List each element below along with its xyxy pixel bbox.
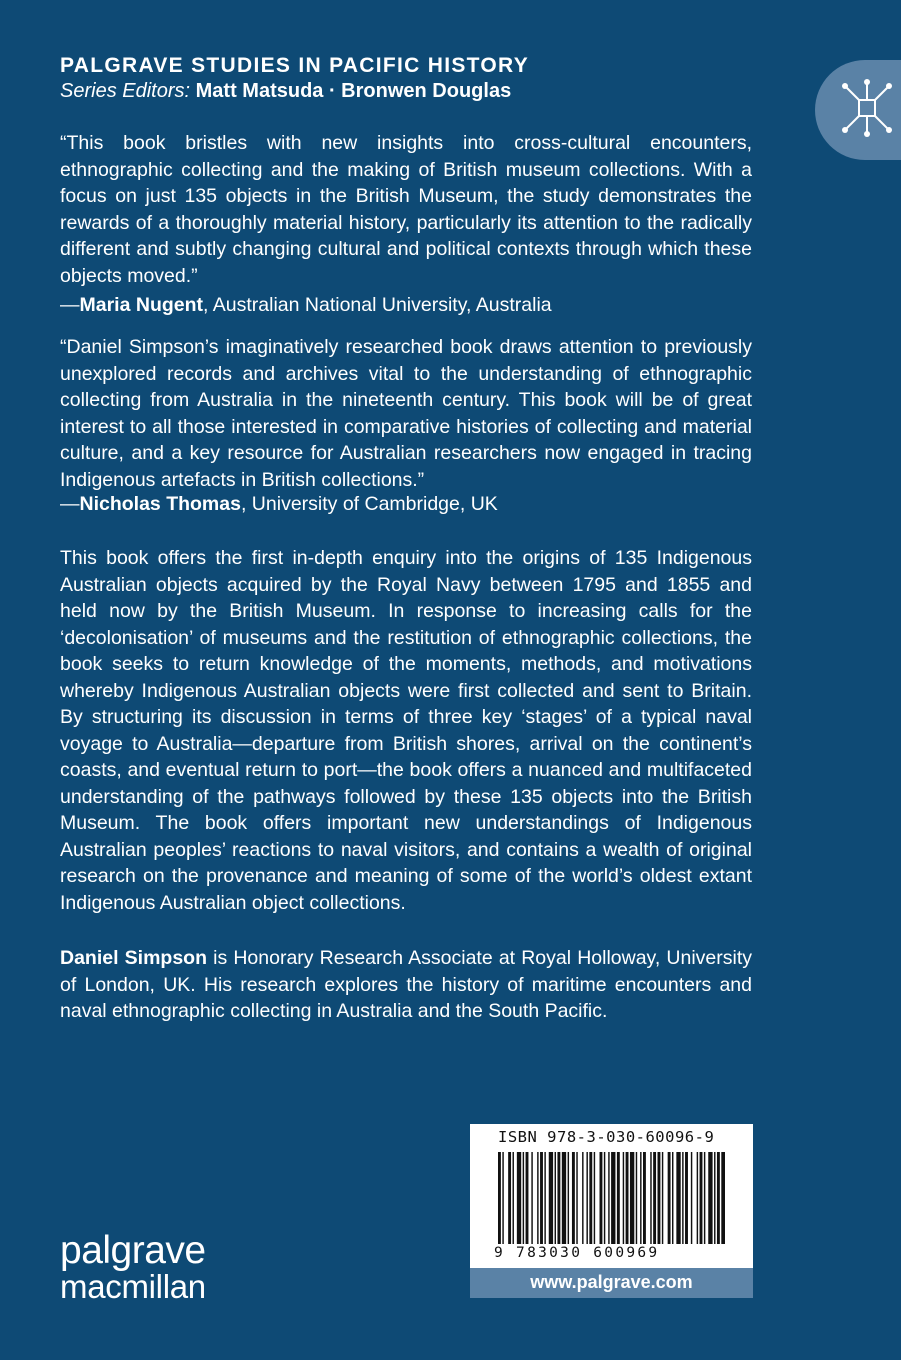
barcode-bar [513,1152,514,1244]
author-bio [60,945,752,1025]
barcode-bar [549,1152,553,1244]
barcode-bar [586,1152,587,1244]
barcode-bar [526,1152,529,1244]
barcode-bar [717,1152,720,1244]
author-bio-text: is Honorary Research Associate at Royal Holloway, University of London, UK. His research explores the history of maritime encounters and naval ethnographic collecting in Australia and the South Pacific. [60,947,752,1022]
endorsement-name-2: Nicholas Thomas [79,493,241,515]
barcode-bar [508,1152,511,1244]
endorsement-attribution-1 [60,294,552,317]
barcode-bar [691,1152,692,1244]
barcode-bar [498,1152,501,1244]
barcode-bar [544,1152,545,1244]
barcode-bar [555,1152,556,1244]
barcode-bar [672,1152,673,1244]
endorsement-quote-2: “Daniel Simpson’s imaginatively researched book draws attention to previously unexplored records and archives vital to the understanding of ethnographic collecting from Australia in the nineteenth century. This book will be of great interest to all those interested in comparative histories of collecting and material culture, and a key resource for Australian researchers now engaged in tracing Indigenous artefacts in British collections.” [60,336,752,491]
barcode-bar [611,1152,615,1244]
barcode-bar [557,1152,560,1244]
endorsement-affiliation-2: , University of Cambridge, UK [240,493,498,515]
barcode-bar [682,1152,683,1244]
barcode-bar [576,1152,577,1244]
barcode-bar [582,1152,583,1244]
barcode-bar [604,1152,605,1244]
endorsement-attribution-2 [60,493,498,516]
barcode-bar [685,1152,688,1244]
series-editors-label: Series Editors: [60,80,191,102]
website-bar [470,1268,753,1298]
barcode-bar [562,1152,566,1244]
series-editors-names: Matt Matsuda · Bronwen Douglas [195,80,512,102]
barcode-bar [517,1152,521,1244]
endorsement-affiliation-1: , Australian National University, Australia [203,294,552,316]
palgrave-logo-badge [815,60,901,160]
barcode-bar [636,1152,637,1244]
barcode-bar [676,1152,680,1244]
barcode-bar [608,1152,609,1244]
barcode-bar [650,1152,651,1244]
barcode-bar [600,1152,603,1244]
publisher-logo-line1: palgrave [60,1229,206,1272]
barcode-bar [589,1152,592,1244]
barcode-bar [537,1152,538,1244]
book-description: This book offers the first in-depth enquiry into the origins of 135 Indigenous Australian objects acquired by the Royal Navy between 1795 and 1855 and held now by the British Museum. In response to increasing calls for the ‘decolonisation’ of museums and the restitution of ethnographic collections, the book seeks to return knowledge of the moments, methods, and motivations whereby Indigenous Australian objects were first collected and sent to Britain. By structuring its discussion in terms of three key ‘stages’ of a typical naval voyage to Australia—departure from British shores, arrival on the continent’s coasts, and eventual return to port—the book offers a nuanced and multifaceted understanding of the pathways followed by these 135 objects into the British Museum. The book offers important new understandings of Indigenous Australian peoples’ reactions to naval visitors, and contains a wealth of original research on the provenance and meaning of some of the world’s oldest extant Indigenous Australian object collections. [60,547,752,914]
isbn-label: ISBN 978-3-030-60096-9 [498,1128,715,1146]
barcode-bar [502,1152,503,1244]
barcode-bar [708,1152,712,1244]
palgrave-star-icon [837,78,897,138]
barcode-bar [721,1152,725,1244]
barcode-bar [531,1152,532,1244]
barcode-bar [568,1152,569,1244]
barcode-bar [714,1152,715,1244]
endorsement-quote-1: “This book bristles with new insights into cross-cultural encounters, ethnographic collecting and the making of British museum collections. With a focus on just 135 objects in the British Museum, the study demonstrates the rewards of a thoroughly material history, particularly its attention to the radically different and subtly changing cultural and political contexts through which these objects moved.” [60,132,752,287]
barcode-bar [626,1152,629,1244]
barcode-bar [643,1152,646,1244]
isbn-barcode-box [470,1124,753,1268]
endorsement-dash-1: — [60,294,80,316]
barcode-bar [653,1152,656,1244]
barcode-bar [668,1152,671,1244]
barcode-bar [697,1152,698,1244]
barcode-bar [540,1152,543,1244]
author-name: Daniel Simpson [60,947,207,969]
barcode-bar [662,1152,663,1244]
barcode-bar [630,1152,634,1244]
barcode-bar [700,1152,703,1244]
barcode-bar [658,1152,661,1244]
barcode-digits: 9 783030 600969 [494,1245,660,1261]
endorsement-name-1: Maria Nugent [79,294,204,316]
barcode-bar [617,1152,620,1244]
barcode-bar [572,1152,575,1244]
barcode-bar [704,1152,705,1244]
barcode [498,1152,725,1244]
barcode-bar [523,1152,524,1244]
barcode-bar [623,1152,624,1244]
website-link[interactable]: www.palgrave.com [530,1272,693,1292]
barcode-bar [640,1152,641,1244]
series-editors [60,80,511,103]
publisher-logo-line2: macmillan [60,1268,206,1305]
barcode-bar [594,1152,595,1244]
endorsement-dash-2: — [60,493,80,515]
series-title: PALGRAVE STUDIES IN PACIFIC HISTORY [60,54,530,77]
